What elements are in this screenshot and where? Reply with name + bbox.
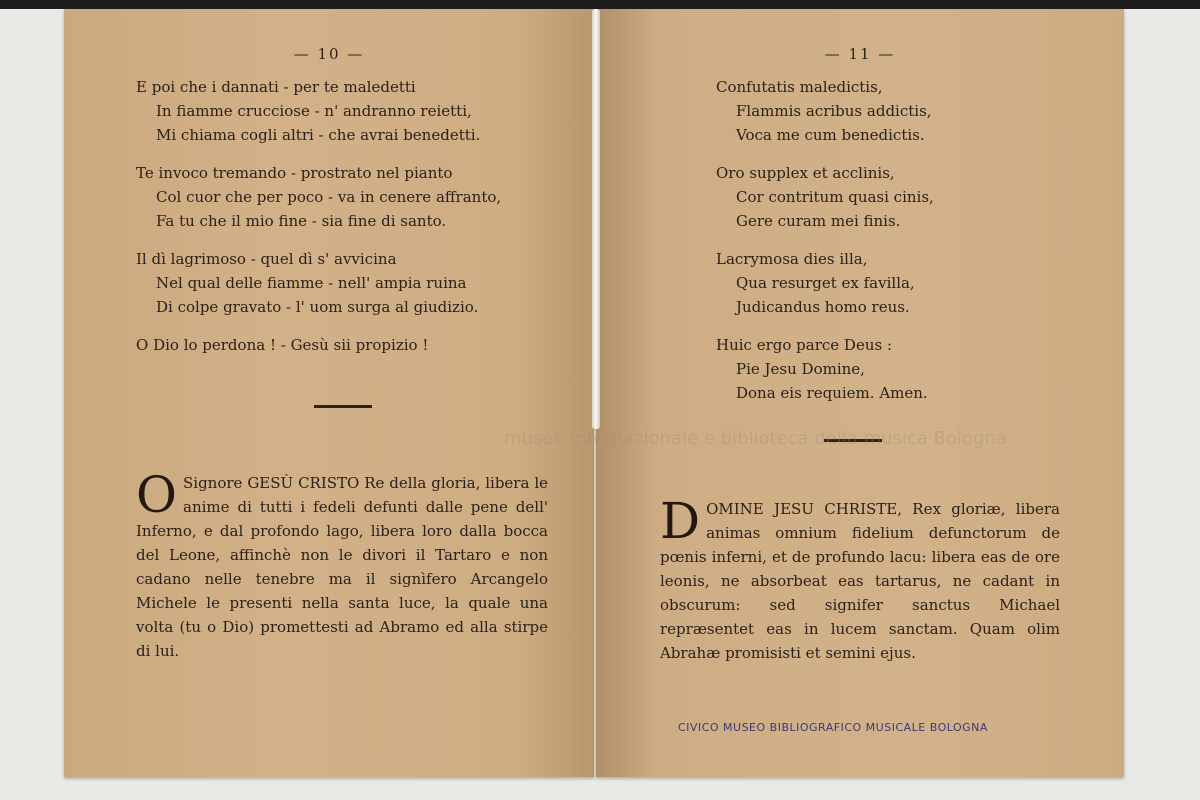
prayer-text: Signore GESÙ CRISTO Re della gloria, libera le anime di tutti i fedeli defunti dalle pene dell' Inferno, e dal profondo lago, libera loro dalla bocca del Leone, affinchè non le divori il Tartaro e non cadano nelle tenebre ma il signìfero Arcangelo Michele le presenti nella santa luce, la quale una volta (tu o Dio) promettesti ad Abramo ed alla stirpe di lui. bbox=[136, 474, 548, 660]
verse-line: E poi che i dannati - per te maledetti bbox=[136, 78, 416, 96]
verse-line: Voca me cum benedictis. bbox=[736, 126, 925, 144]
verse-line: Cor contritum quasi cinis, bbox=[736, 188, 934, 206]
verse-line: Lacrymosa dies illa, bbox=[716, 250, 868, 268]
latin-verses bbox=[716, 75, 1096, 419]
verse-line: In fiamme crucciose - n' andranno reietti, bbox=[156, 102, 472, 120]
open-booklet bbox=[64, 9, 1124, 779]
drop-cap: O bbox=[136, 466, 177, 524]
verse-line: Dona eis requiem. Amen. bbox=[736, 384, 928, 402]
verse-line: Fa tu che il mio fine - sia fine di santo. bbox=[156, 212, 447, 230]
italian-verses bbox=[136, 75, 576, 371]
verse-stanza bbox=[136, 247, 576, 319]
left-page bbox=[64, 9, 594, 777]
watermark: museo internazionale e biblioteca della musica Bologna bbox=[504, 428, 1007, 449]
verse-line: Flammis acribus addictis, bbox=[736, 102, 932, 120]
top-background-band bbox=[0, 0, 1200, 9]
verse-line: Pie Jesu Domine, bbox=[736, 360, 865, 378]
verse-line: Te invoco tremando - prostrato nel pianto bbox=[136, 164, 453, 182]
verse-stanza bbox=[716, 75, 1096, 147]
verse-stanza bbox=[716, 161, 1096, 233]
verse-line: O Dio lo perdona ! - Gesù sii propizio ! bbox=[136, 336, 429, 354]
verse-stanza bbox=[716, 247, 1096, 319]
page-number-right: — 11 — bbox=[824, 45, 896, 63]
verse-line: Mi chiama cogli altri - che avrai benedetti. bbox=[156, 126, 481, 144]
verse-line: Nel qual delle fiamme - nell' ampia ruina bbox=[156, 274, 467, 292]
latin-prayer bbox=[660, 492, 1060, 665]
binding-thread bbox=[592, 9, 600, 429]
verse-line: Judicandus homo reus. bbox=[736, 298, 910, 316]
library-stamp: CIVICO MUSEO BIBLIOGRAFICO MUSICALE BOLOGNA bbox=[678, 721, 988, 734]
verse-line: Qua resurget ex favilla, bbox=[736, 274, 915, 292]
verse-line: Huic ergo parce Deus : bbox=[716, 336, 893, 354]
verse-stanza bbox=[716, 333, 1096, 405]
prayer-text: OMINE JESU CHRISTE, Rex gloriæ, libera animas omnium fidelium defunctorum de pœnis inferni, et de profundo lacu: libera eas de ore leonis, ne absorbeat eas tartarus, ne cadant in obscurum: sed signifer sanctus Michael repræsentet eas in lucem sanctam. Quam olim Abrahæ promisisti et semini ejus. bbox=[660, 500, 1060, 662]
verse-stanza bbox=[136, 333, 576, 357]
verse-line: Col cuor che per poco - va in cenere affranto, bbox=[156, 188, 502, 206]
right-page bbox=[596, 9, 1124, 777]
verse-line: Gere curam mei finis. bbox=[736, 212, 901, 230]
verse-stanza bbox=[136, 161, 576, 233]
italian-prayer bbox=[136, 466, 548, 663]
verse-line: Oro supplex et acclinis, bbox=[716, 164, 895, 182]
verse-line: Confutatis maledictis, bbox=[716, 78, 883, 96]
verse-line: Di colpe gravato - l' uom surga al giudizio. bbox=[156, 298, 479, 316]
page-number-left: — 10 — bbox=[293, 45, 365, 63]
drop-cap: D bbox=[660, 492, 701, 550]
verse-line: Il dì lagrimoso - quel dì s' avvicina bbox=[136, 250, 397, 268]
verse-stanza bbox=[136, 75, 576, 147]
section-divider bbox=[314, 405, 372, 408]
